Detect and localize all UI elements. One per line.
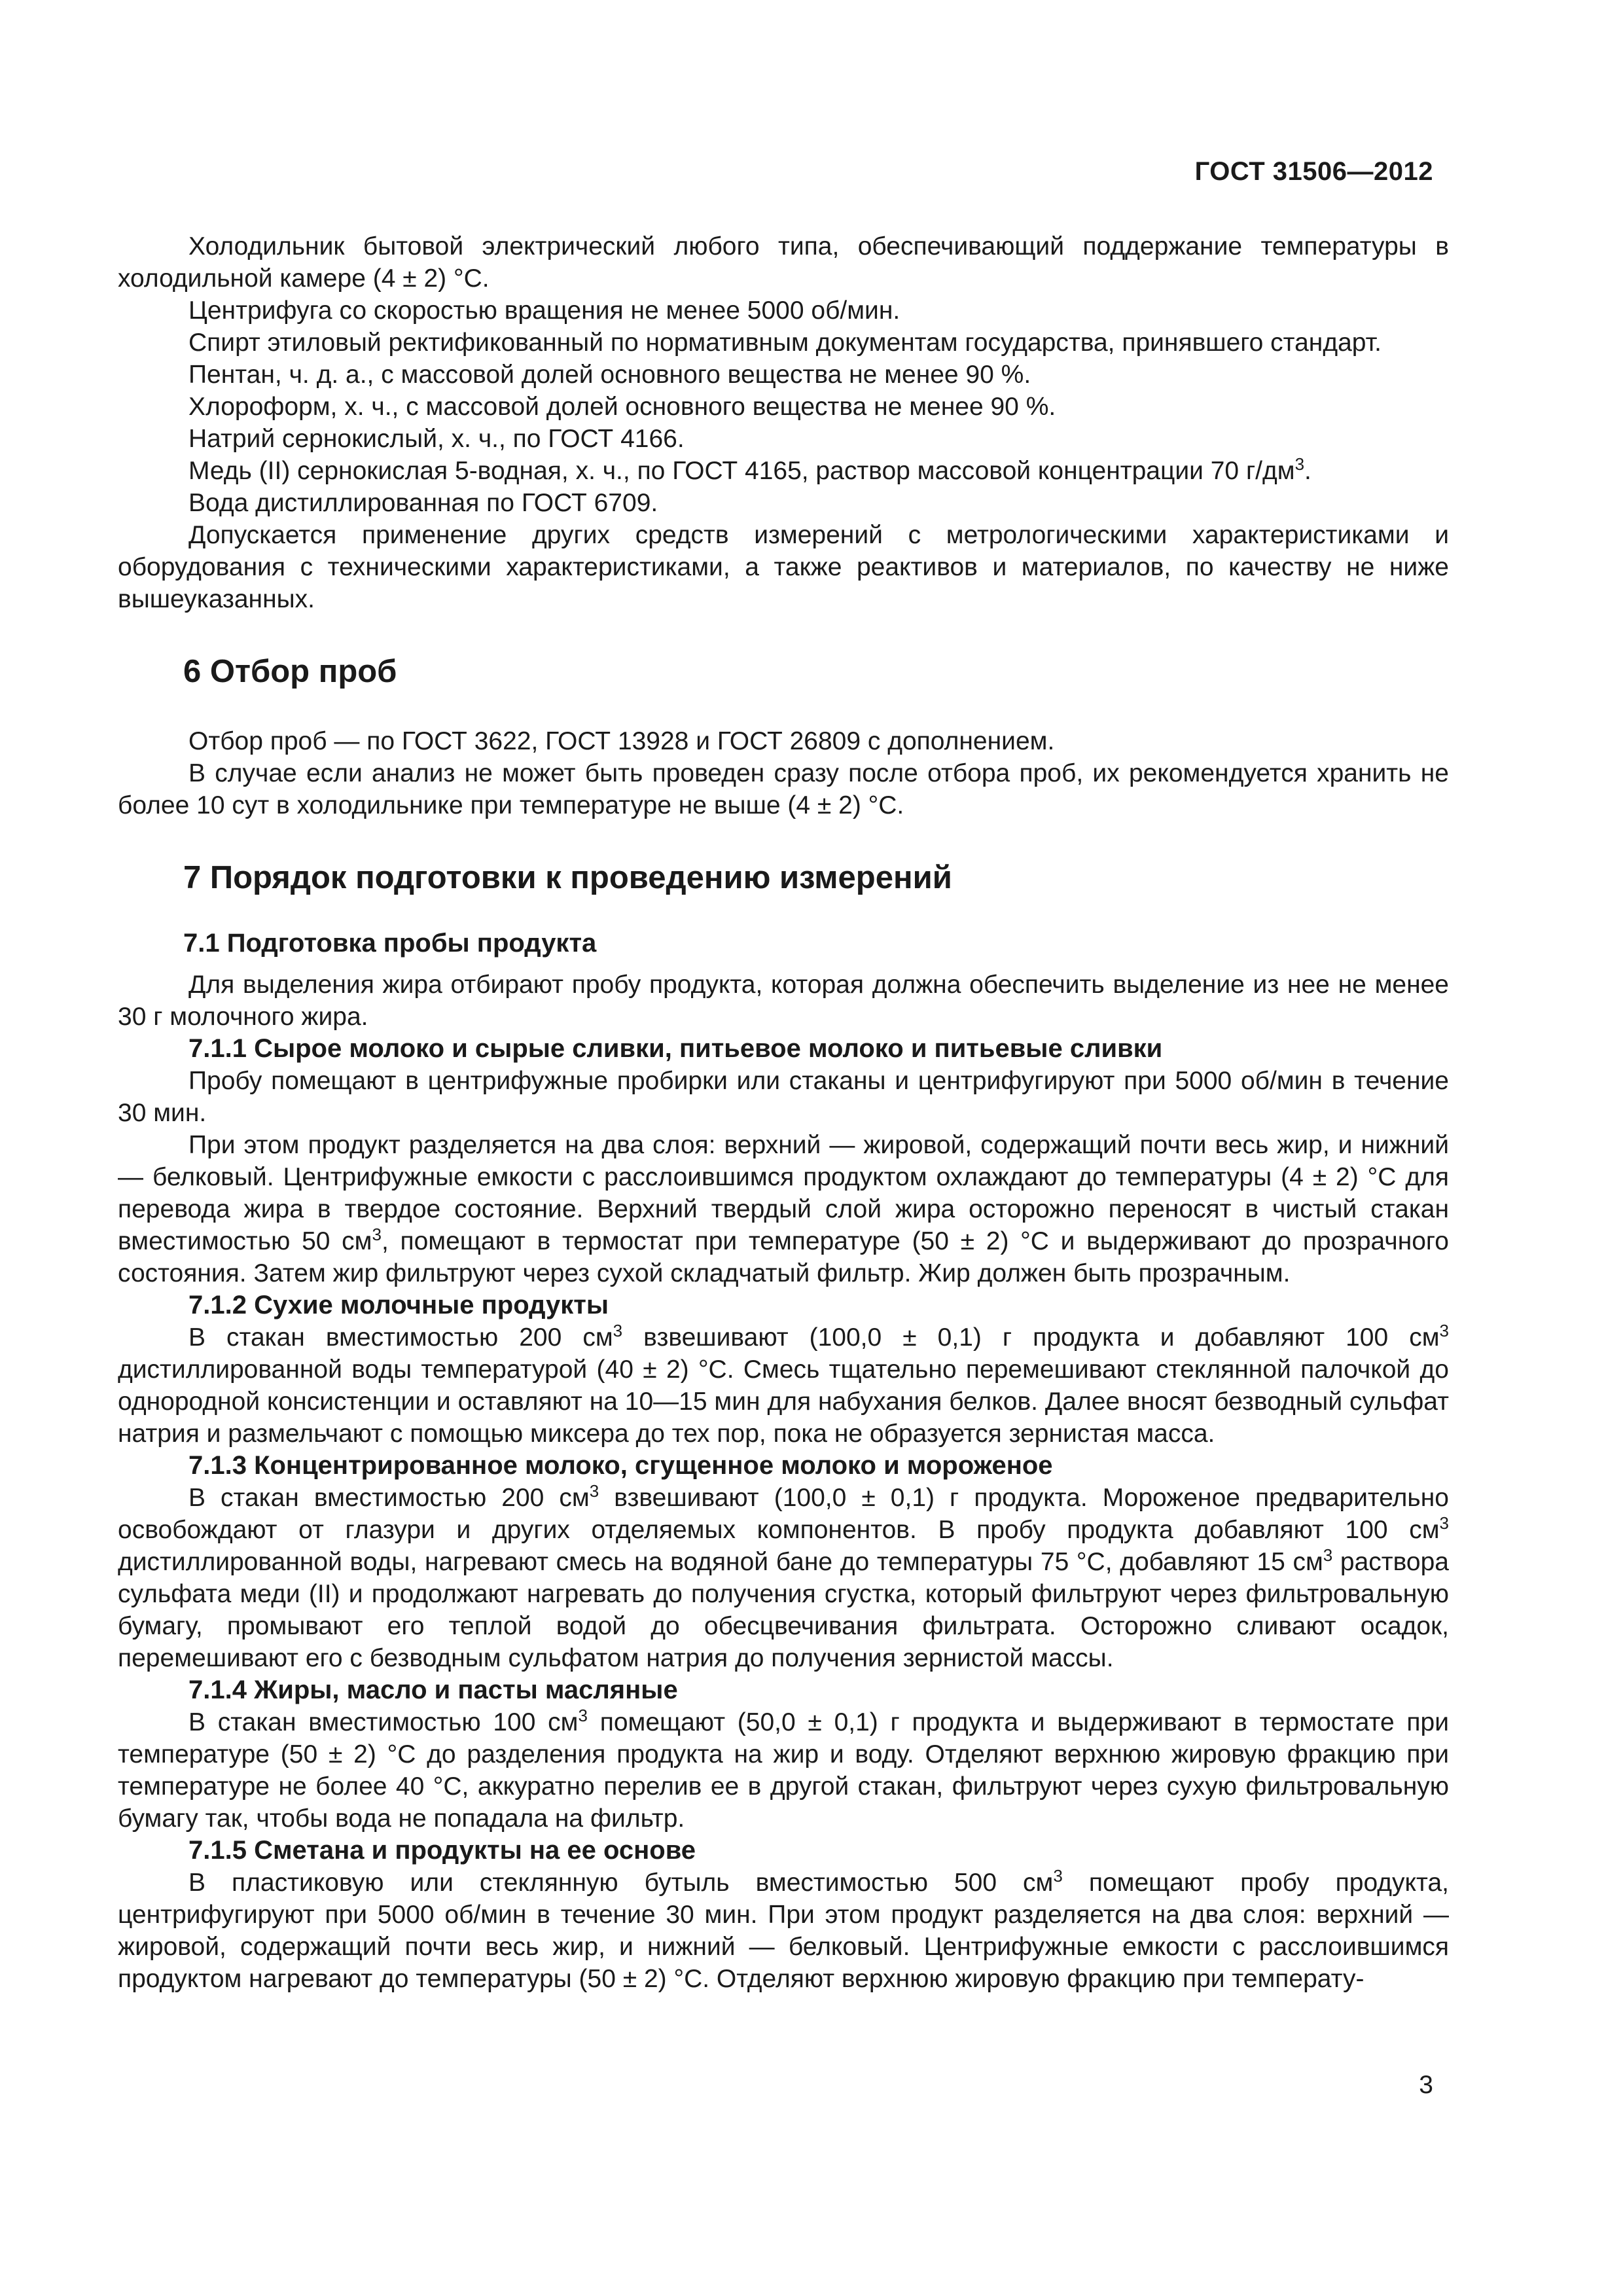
subsection-7-1-paragraph: Для выделения жира отбирают пробу продукта, которая должна обеспечить выделение из нее не менее 30 г молочного жира. — [118, 971, 1449, 1031]
clause-7-1-3-text-b: взвешивают (100,0 ± 0,1) г продукта. Мороженое предварительно освобождают от глазури и других отделяемых компонентов. В пробу продукта добавляют 100 см — [118, 1484, 1449, 1544]
clause-7-1-5-text-b: помещают пробу продукта, центрифугируют при 5000 об/мин в течение 30 мин. При этом продукт разделяется на два слоя: верхний — жировой, содержащий почти весь жир, и нижний — белковый. Центрифужные емкости с расслоившимся продуктом нагревают до температуры (50 ± 2) °С. Отделяют верхнюю жировую фракцию при температу- — [118, 1869, 1449, 1993]
clause-7-1-2-text-b: взвешивают (100,0 ± 0,1) г продукта и добавляют 100 см — [622, 1323, 1440, 1352]
clause-7-1-3-title: 7.1.3 Концентрированное молоко, сгущенное молоко и мороженое — [188, 1451, 1053, 1480]
page-content — [118, 230, 1449, 1995]
superscript: 3 — [1294, 454, 1305, 474]
clause-7-1-3-text-c: дистиллированной воды, нагревают смесь на водяной бане до температуры 75 °С, добавляют 15 см — [118, 1548, 1323, 1576]
copper-sulfate-end: . — [1304, 457, 1311, 485]
superscript: 3 — [589, 1481, 599, 1501]
superscript: 3 — [1439, 1321, 1449, 1340]
clause-7-1-4-text-a: В стакан вместимостью 100 см — [188, 1708, 579, 1736]
superscript: 3 — [613, 1321, 623, 1340]
section-6-paragraph-2: В случае если анализ не может быть проведен сразу после отбора проб, их рекомендуется хранить не более 10 сут в холодильнике при температуре не выше (4 ± 2) °С. — [118, 759, 1449, 819]
clause-7-1-4-text-b: помещают (50,0 ± 0,1) г продукта и выдерживают в термостате при температуре (50 ± 2) °С до разделения продукта на жир и воду. Отделяют верхнюю жировую фракцию при температуре не более 40 °С, аккуратно перелив ее в другой стакан, фильтруют через сухую фильтровальную бумагу так, чтобы вода не попадала на фильтр. — [118, 1708, 1449, 1833]
paragraph-refrigerator: Холодильник бытовой электрический любого типа, обеспечивающий поддержание температуры в холодильной камере (4 ± 2) °С. — [118, 232, 1449, 293]
superscript: 3 — [1323, 1545, 1333, 1565]
clause-7-1-1-text-a: При этом продукт разделяется на два слоя: верхний — жировой, содержащий почти весь жир, и нижний — белковый. Центрифужные емкости с расслоившимся продуктом охлаждают до температуры (4 ± 2) °С для перевода жира в твердое состояние. Верхний твердый слой жира осторожно переносят в чистый стакан вместимостью 50 см — [118, 1131, 1449, 1255]
clause-7-1-2-text-c: дистиллированной воды температурой (40 ± 2) °С. Смесь тщательно перемешивают стеклянной палочкой до однородной консистенции и оставляют на 10—15 мин для набухания белков. Далее вносят безводный сульфат натрия и размельчают с помощью миксера до тех пор, пока не образуется зернистая масса. — [118, 1355, 1449, 1448]
paragraph-chloroform: Хлороформ, х. ч., с массовой долей основного вещества не менее 90 %. — [188, 393, 1056, 421]
subsection-7-1-title: 7.1 Подготовка пробы продукта — [183, 929, 597, 958]
paragraph-pentane: Пентан, ч. д. а., с массовой долей основного вещества не менее 90 %. — [188, 361, 1031, 389]
paragraph-ethanol: Спирт этиловый ректификованный по нормативным документам государства, принявшего стандарт. — [188, 329, 1382, 357]
clause-7-1-1-paragraph-1: Пробу помещают в центрифужные пробирки или стаканы и центрифугируют при 5000 об/мин в течение 30 мин. — [118, 1067, 1449, 1127]
page-number: 3 — [1419, 2071, 1433, 2099]
superscript: 3 — [372, 1225, 382, 1244]
clause-7-1-3-paragraph — [118, 1482, 1449, 1674]
superscript: 3 — [1439, 1513, 1449, 1533]
clause-7-1-1-text-b: , помещают в термостат при температуре (50 ± 2) °С и выдерживают до прозрачного состояния. Затем жир фильтруют через сухой складчатый фильтр. Жир должен быть прозрачным. — [118, 1227, 1449, 1287]
clause-7-1-1-title: 7.1.1 Сырое молоко и сырые сливки, питьевое молоко и питьевые сливки — [188, 1034, 1163, 1063]
clause-7-1-5-text-a: В пластиковую или стеклянную бутыль вместимостью 500 см — [188, 1869, 1054, 1897]
clause-7-1-5-title: 7.1.5 Сметана и продукты на ее основе — [188, 1836, 696, 1865]
clause-7-1-3-text-d: раствора сульфата меди (II) и продолжают нагревать до получения сгустка, который фильтруют через фильтровальную бумагу, промывают его теплой водой до обесцвечивания фильтрата. Осторожно сливают осадок, перемешивают его с безводным сульфатом натрия до получения зернистой массы. — [118, 1548, 1449, 1672]
copper-sulfate-text: Медь (II) сернокислая 5-водная, х. ч., по ГОСТ 4165, раствор массовой концентрации 70 г/дм — [188, 457, 1295, 485]
paragraph-alternatives: Допускается применение других средств измерений с метрологическими характеристиками и оборудования с техническими характеристиками, а также реактивов и материалов, по качеству не ниже вышеуказанных. — [118, 521, 1449, 613]
paragraph-copper-sulfate — [118, 455, 1449, 487]
paragraph-centrifuge: Центрифуга со скоростью вращения не менее 5000 об/мин. — [188, 296, 901, 325]
clause-7-1-2-title: 7.1.2 Сухие молочные продукты — [188, 1291, 609, 1319]
superscript: 3 — [1053, 1866, 1063, 1886]
superscript: 3 — [578, 1706, 588, 1725]
section-6-paragraph-1: Отбор проб — по ГОСТ 3622, ГОСТ 13928 и ГОСТ 26809 с дополнением. — [188, 727, 1055, 755]
paragraph-distilled-water: Вода дистиллированная по ГОСТ 6709. — [188, 489, 658, 517]
clause-7-1-3-text-a: В стакан вместимостью 200 см — [188, 1484, 590, 1512]
paragraph-sodium-sulfate: Натрий сернокислый, х. ч., по ГОСТ 4166. — [188, 425, 685, 453]
clause-7-1-1-paragraph-2 — [118, 1129, 1449, 1289]
document-code: ГОСТ 31506—2012 — [1194, 157, 1433, 186]
section-6-title: 6 Отбор проб — [183, 654, 397, 689]
clause-7-1-2-paragraph — [118, 1321, 1449, 1450]
section-7-title: 7 Порядок подготовки к проведению измерений — [183, 860, 952, 895]
clause-7-1-2-text-a: В стакан вместимостью 200 см — [188, 1323, 613, 1352]
clause-7-1-4-paragraph — [118, 1706, 1449, 1835]
clause-7-1-4-title: 7.1.4 Жиры, масло и пасты масляные — [188, 1676, 678, 1704]
clause-7-1-5-paragraph — [118, 1867, 1449, 1995]
